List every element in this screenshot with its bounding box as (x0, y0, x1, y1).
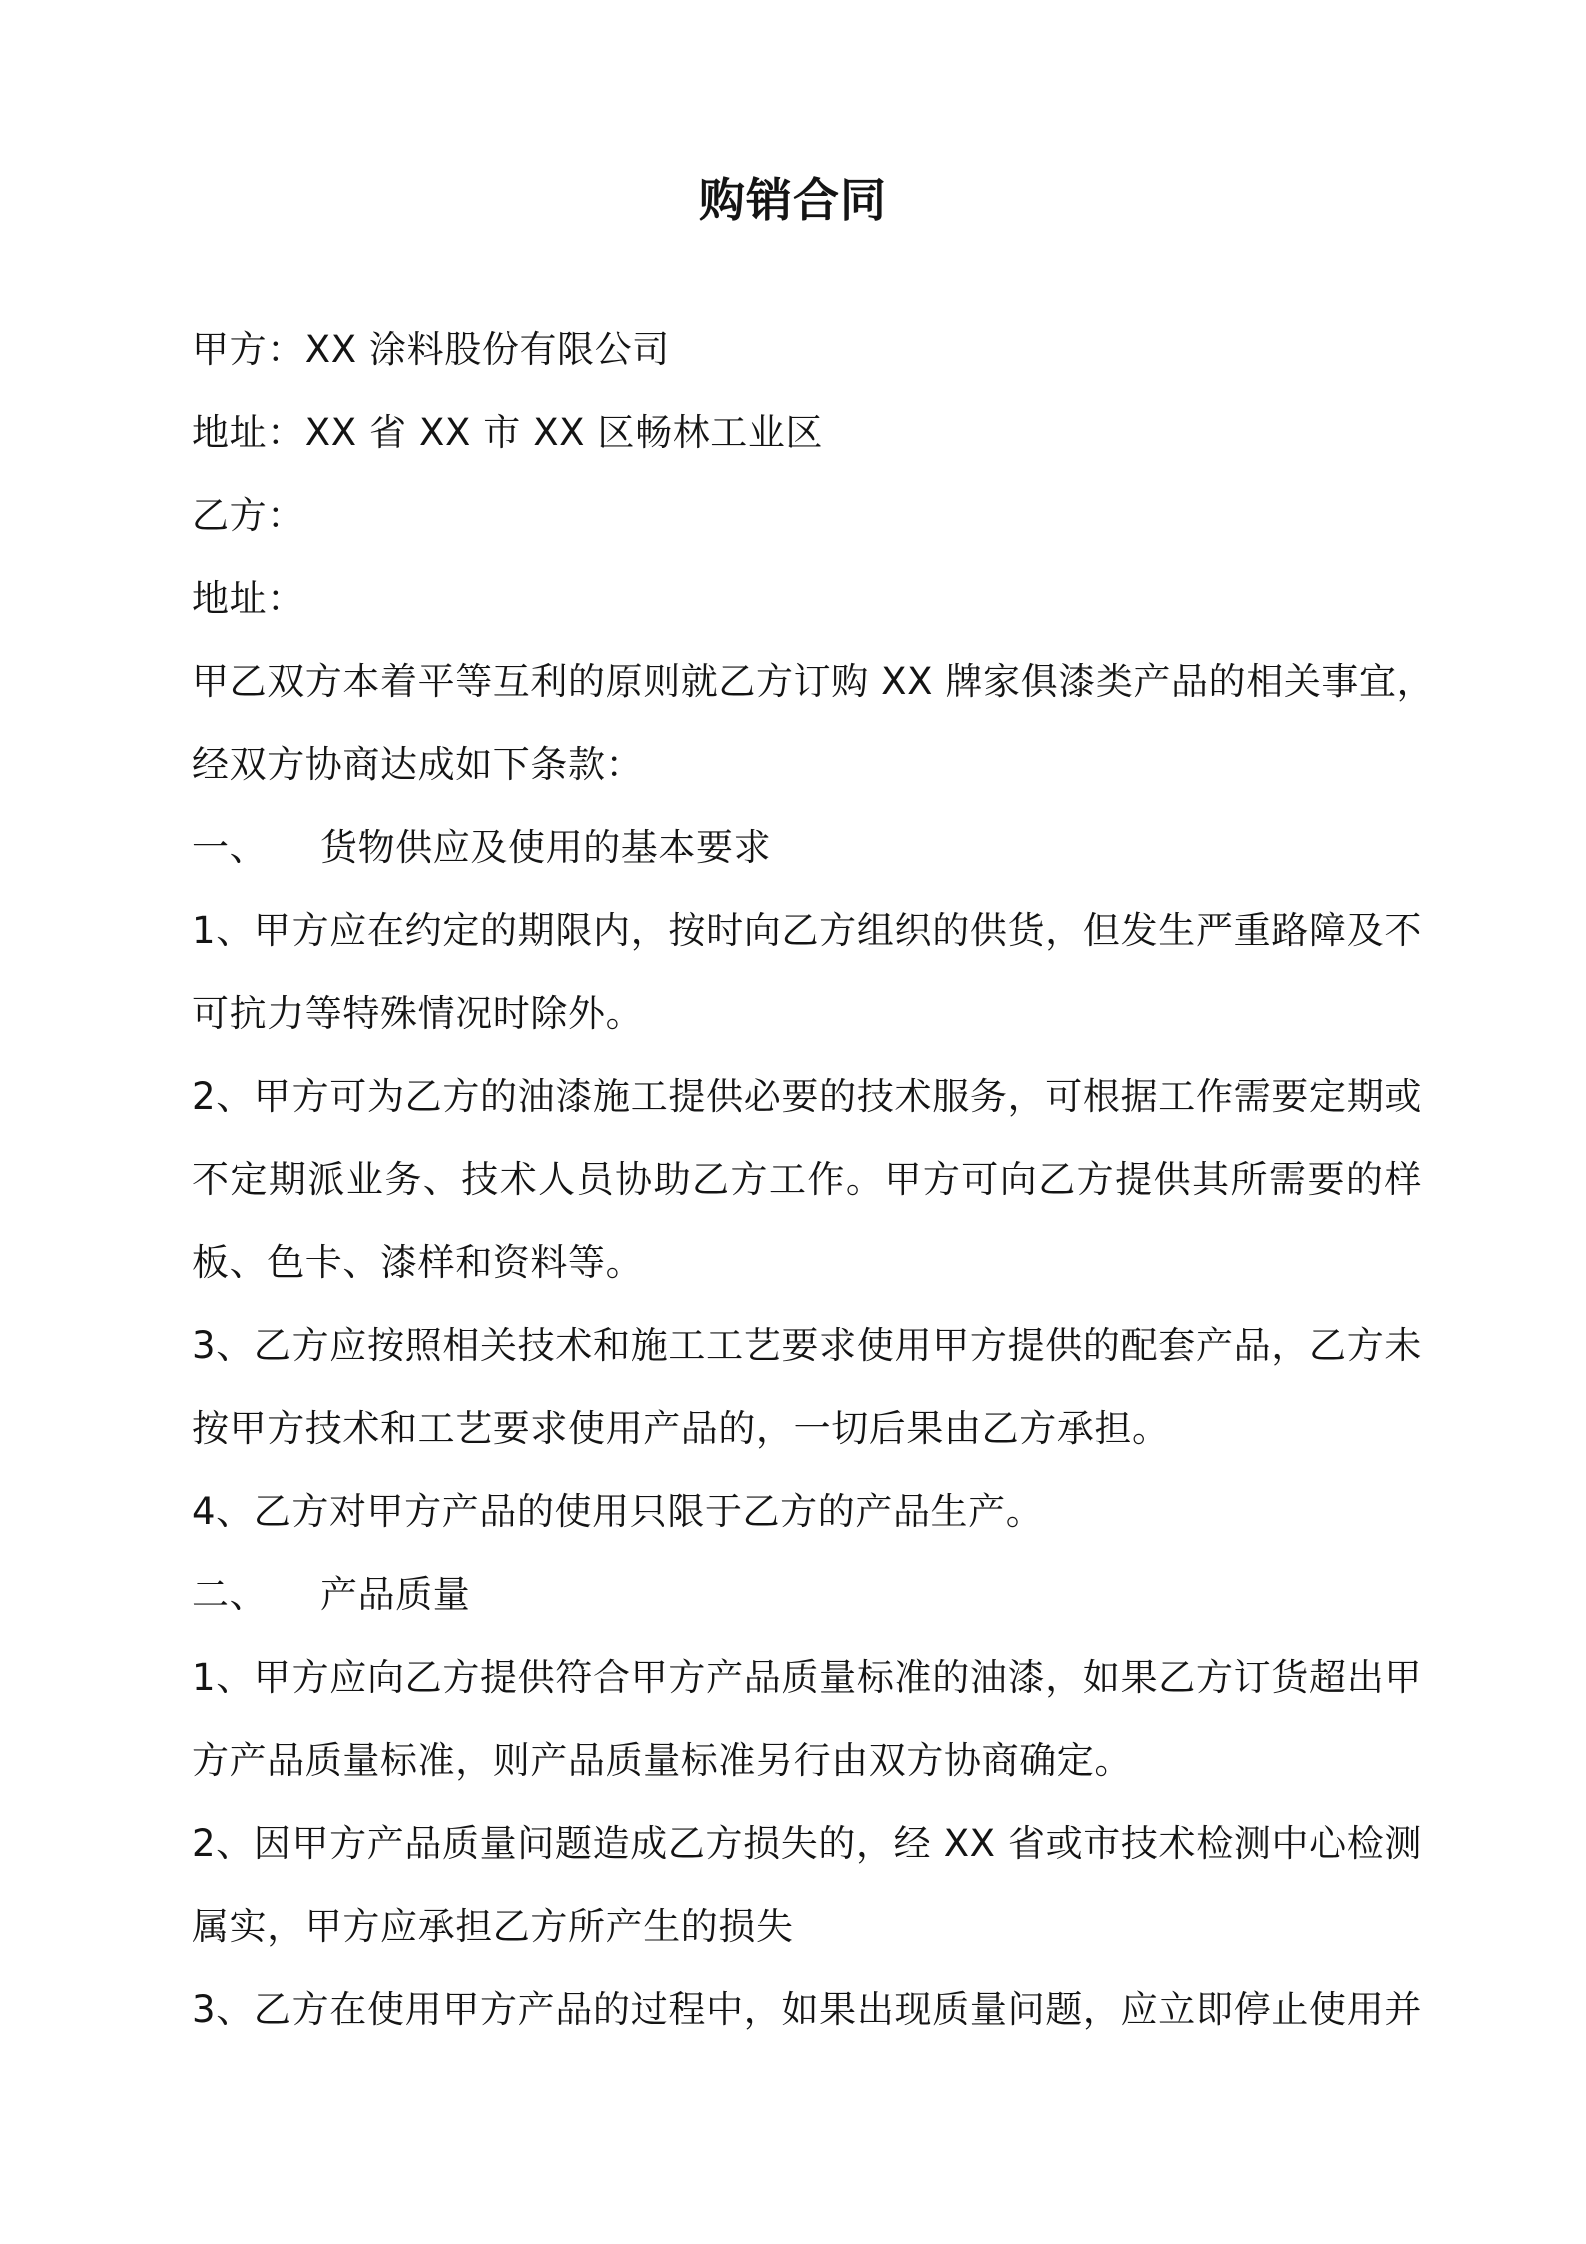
section-1-heading (192, 820, 1422, 876)
section-2-line-2: 方产品质量标准，则产品质量标准另行由双方协商确定。 (192, 1739, 1132, 1782)
section-1-line-8: 4、乙方对甲方产品的使用只限于乙方的产品生产。 (192, 1490, 1044, 1533)
document-title: 购销合同 (699, 173, 887, 227)
section-1-line-2: 可抗力等特殊情况时除外。 (192, 992, 644, 1035)
section-1-line-6: 3、乙方应按照相关技术和施工工艺要求使用甲方提供的配套产品，乙方未 (192, 1324, 1422, 1367)
section-1-line-3: 2、甲方可为乙方的油漆施工提供必要的技术服务，可根据工作需要定期或 (192, 1075, 1422, 1118)
party-a-address-line: 地址：XX 省 XX 市 XX 区畅林工业区 (192, 411, 824, 454)
section-1-line-1: 1、甲方应在约定的期限内，按时向乙方组织的供货，但发生严重路障及不 (192, 909, 1422, 952)
section-1-line-7: 按甲方技术和工艺要求使用产品的，一切后果由乙方承担。 (192, 1407, 1170, 1450)
intro-line-1: 甲乙双方本着平等互利的原则就乙方订购 XX 牌家俱漆类产品的相关事宜， (192, 660, 1435, 703)
party-b-line: 乙方： (192, 494, 305, 537)
section-1-line-5: 板、色卡、漆样和资料等。 (192, 1241, 644, 1284)
section-1-title: 货物供应及使用的基本要求 (320, 826, 772, 869)
section-2-heading (192, 1567, 1422, 1623)
section-2-number: 二、 (192, 1573, 268, 1616)
section-2-line-4: 属实，甲方应承担乙方所产生的损失 (192, 1905, 794, 1948)
intro-line-2: 经双方协商达成如下条款： (192, 743, 644, 786)
party-a-line: 甲方：XX 涂料股份有限公司 (192, 328, 670, 371)
section-2-line-1: 1、甲方应向乙方提供符合甲方产品质量标准的油漆，如果乙方订货超出甲 (192, 1656, 1422, 1699)
section-2-line-5: 3、乙方在使用甲方产品的过程中，如果出现质量问题，应立即停止使用并 (192, 1988, 1422, 2031)
party-b-address-line: 地址： (192, 577, 305, 620)
section-2-title: 产品质量 (320, 1573, 471, 1616)
section-1-line-4: 不定期派业务、技术人员协助乙方工作。甲方可向乙方提供其所需要的样 (192, 1158, 1422, 1201)
section-1-number: 一、 (192, 826, 268, 869)
section-2-line-3: 2、因甲方产品质量问题造成乙方损失的，经 XX 省或市技术检测中心检测 (192, 1822, 1422, 1865)
